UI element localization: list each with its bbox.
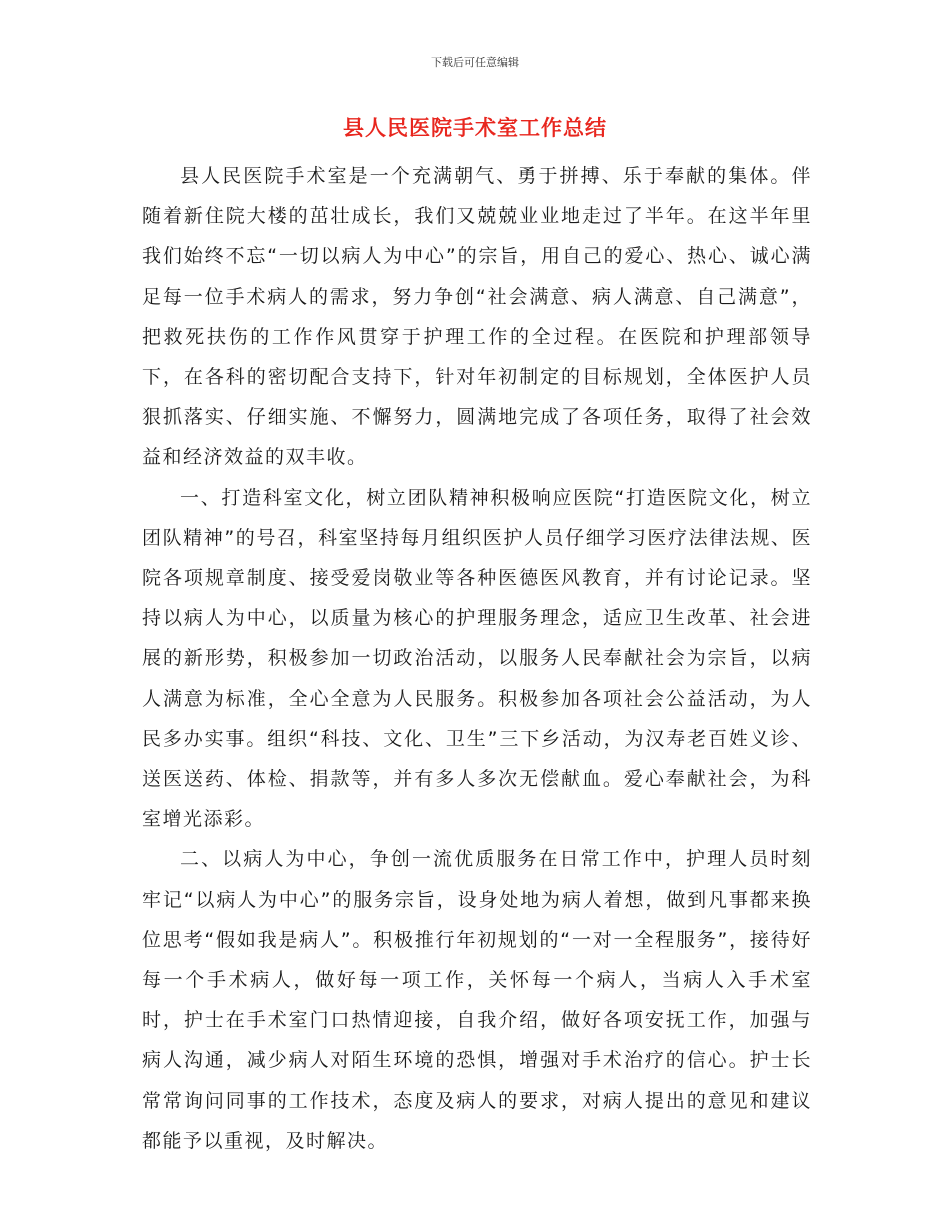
- document-title: 县人民医院手术室工作总结: [343, 116, 607, 140]
- document-body: [142, 156, 812, 1161]
- paragraph-section-one: 一、打造科室文化，树立团队精神积极响应医院“打造医院文化，树立团队精神”的号召，科室坚持每月组织医护人员仔细学习医疗法律法规、医院各项规章制度、接受爱岗敬业等各种医德医风教育，并有讨论记录。坚持以病人为中心，以质量为核心的护理服务理念，适应卫生改革、社会进展的新形势，积极参加一切政治活动，以服务人民奉献社会为宗旨，以病人满意为标准，全心全意为人民服务。积极参加各项社会公益活动，为人民多办实事。组织“科技、文化、卫生”三下乡活动，为汉寿老百姓义诊、送医送药、体检、捐款等，并有多人多次无偿献血。爱心奉献社会，为科室增光添彩。: [142, 486, 812, 831]
- paragraph-intro: 县人民医院手术室是一个充满朝气、勇于拼搏、乐于奉献的集体。伴随着新住院大楼的茁壮成长，我们又兢兢业业地走过了半年。在这半年里我们始终不忘“一切以病人为中心”的宗旨，用自己的爱心、热心、诚心满足每一位手术病人的需求，努力争创“社会满意、病人满意、自己满意”，把救死扶伤的工作作风贯穿于护理工作的全过程。在医院和护理部领导下，在各科的密切配合支持下，针对年初制定的目标规划，全体医护人员狠抓落实、仔细实施、不懈努力，圆满地完成了各项任务，取得了社会效益和经济效益的双丰收。: [142, 165, 812, 469]
- paragraph-section-two: 二、以病人为中心，争创一流优质服务在日常工作中，护理人员时刻牢记“以病人为中心”的服务宗旨，设身处地为病人着想，做到凡事都来换位思考“假如我是病人”。积极推行年初规划的“一对一全程服务”，接待好每一个手术病人，做好每一项工作，关怀每一个病人，当病人入手术室时，护士在手术室门口热情迎接，自我介绍，做好各项安抚工作，加强与病人沟通，减少病人对陌生环境的恐惧，增强对手术治疗的信心。护士长常常询问同事的工作技术，态度及病人的要求，对病人提出的意见和建议都能予以重视，及时解决。: [142, 848, 812, 1152]
- header-note: 下载后可任意编辑: [431, 56, 519, 69]
